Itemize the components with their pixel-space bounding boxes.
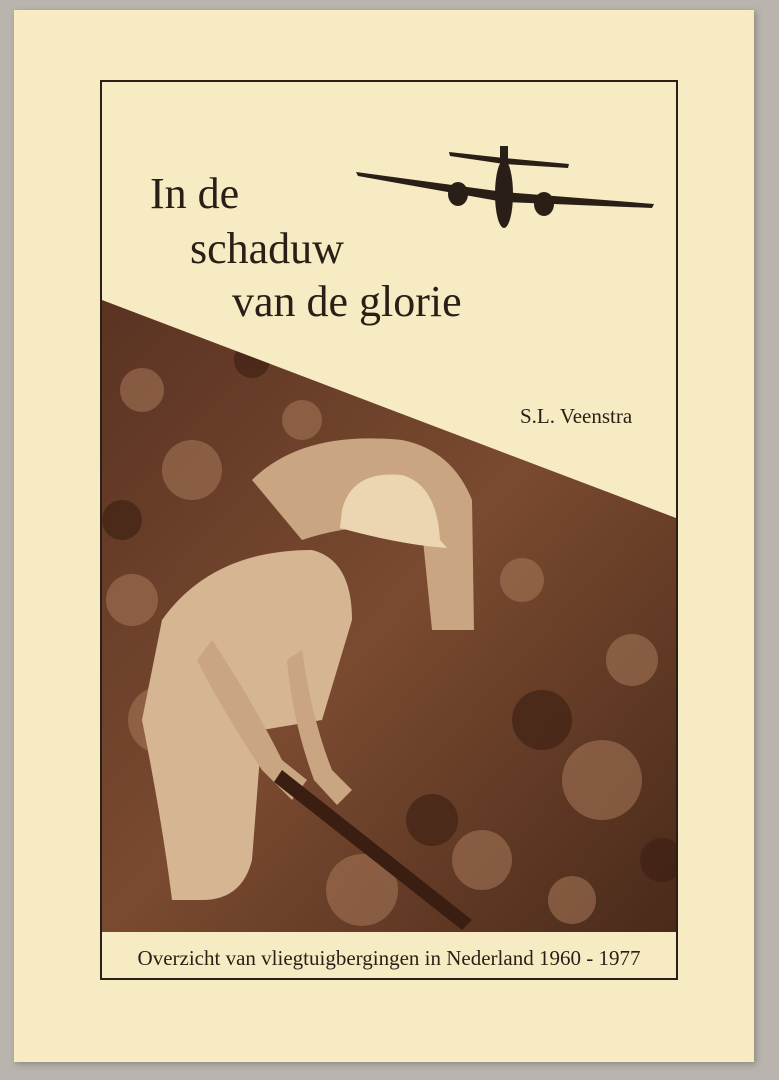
title-line-3: van de glorie xyxy=(232,277,462,326)
author-name: S.L. Veenstra xyxy=(520,404,633,428)
book-cover xyxy=(14,10,754,1062)
title-line-2: schaduw xyxy=(190,224,344,273)
cover-frame xyxy=(100,80,678,980)
excavation-photo xyxy=(102,300,676,932)
cover-subtitle: Overzicht van vliegtuigbergingen in Nederland 1960 - 1977 xyxy=(137,946,641,970)
title-line-1: In de xyxy=(150,169,240,218)
airplane-silhouette-icon xyxy=(354,144,664,239)
